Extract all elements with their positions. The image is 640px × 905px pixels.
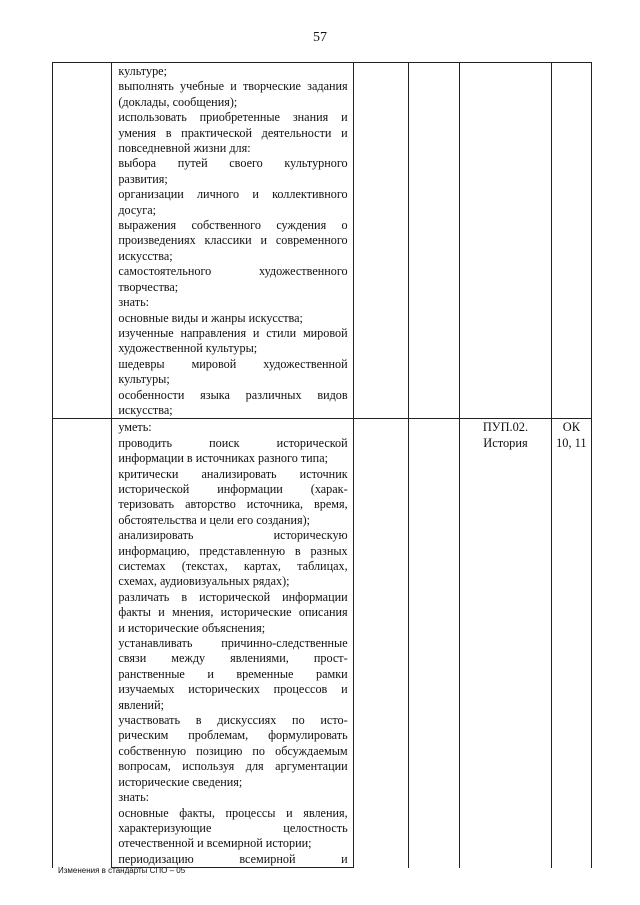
hours-cell bbox=[353, 419, 408, 868]
text-line: связи между явлениями, прост- bbox=[118, 651, 348, 666]
text-line: изученные направления и стили мировой bbox=[118, 325, 348, 340]
text-line: обстоятельства и цели его создания); bbox=[118, 512, 311, 527]
text-line: исторической информации (харак- bbox=[118, 481, 348, 496]
hours-cell bbox=[408, 419, 459, 868]
text-line: выбора путей своего культурного bbox=[118, 156, 348, 171]
text-line: анализировать историческую bbox=[118, 528, 348, 543]
table-row bbox=[53, 63, 592, 419]
text-line: произведениях классики и современного bbox=[118, 233, 348, 248]
requirements-cell bbox=[112, 419, 353, 868]
text-line: различать в исторической информации bbox=[118, 589, 348, 604]
text-line: изучаемых исторических процессов и bbox=[118, 682, 348, 697]
text-line: выражения собственного суждения о bbox=[118, 218, 348, 233]
text-line: рическим проблемам, формулировать bbox=[118, 728, 348, 743]
text-line: теризовать авторство источника, время, bbox=[118, 497, 348, 512]
text-line: периодизацию всемирной и bbox=[118, 851, 348, 866]
competences-cell bbox=[551, 63, 591, 419]
text-line: и исторические объяснения; bbox=[118, 620, 266, 635]
index-cell bbox=[53, 419, 112, 868]
text-line: использовать приобретенные знания и bbox=[118, 110, 348, 125]
discipline-cell bbox=[460, 63, 552, 419]
requirements-cell bbox=[112, 63, 353, 419]
text-line: устанавливать причинно-следственные bbox=[118, 636, 348, 651]
text-line: основные факты, процессы и явления, bbox=[118, 805, 348, 820]
text-line: умения в практической деятельности и bbox=[118, 125, 348, 140]
table-row bbox=[53, 419, 592, 868]
hours-cell bbox=[353, 63, 408, 419]
page-number: 57 bbox=[313, 30, 327, 45]
text-line: досуга; bbox=[118, 202, 157, 217]
text-line: культуре; bbox=[118, 64, 167, 78]
text-line: факты и мнения, исторические описания bbox=[118, 605, 348, 620]
footer-note: Изменения в стандарты СПО – 05 bbox=[58, 866, 186, 875]
competence-numbers: 10, 11 bbox=[556, 435, 587, 450]
index-cell bbox=[53, 63, 112, 419]
text-line: критически анализировать источник bbox=[118, 466, 348, 481]
text-line: шедевры мировой художественной bbox=[118, 356, 348, 371]
text-line: знать: bbox=[118, 295, 150, 310]
text-line: организации личного и коллективного bbox=[118, 187, 348, 202]
text-line: (доклады, сообщения); bbox=[118, 94, 238, 109]
text-line: развития; bbox=[118, 171, 168, 186]
competence-table bbox=[52, 62, 592, 868]
text-line: культуры; bbox=[118, 372, 170, 387]
text-line: участвовать в дискуссиях по исто- bbox=[118, 713, 348, 728]
text-line: повседневной жизни для: bbox=[118, 141, 251, 156]
text-line: художественной культуры; bbox=[118, 341, 258, 356]
text-line: уметь: bbox=[118, 420, 152, 435]
text-line: проводить поиск исторической bbox=[118, 435, 348, 450]
competence-label: ОК bbox=[562, 420, 580, 435]
text-line: искусства; bbox=[118, 248, 173, 263]
text-line: основные виды и жанры искусства; bbox=[118, 310, 303, 325]
text-line: самостоятельного художественного bbox=[118, 264, 348, 279]
competences-cell bbox=[551, 419, 591, 868]
text-line: собственную позицию по обсуждаемым bbox=[118, 743, 348, 758]
text-line: характеризующие целостность bbox=[118, 820, 348, 835]
text-line: знать: bbox=[118, 790, 150, 805]
text-line: творчества; bbox=[118, 279, 179, 294]
discipline-code: ПУП.02. bbox=[482, 420, 529, 435]
text-line: вопросам, используя для аргументации bbox=[118, 759, 348, 774]
text-line: информации в источниках разного типа; bbox=[118, 451, 328, 466]
text-line: искусства; bbox=[118, 402, 173, 417]
text-line: информацию, представленную в разных bbox=[118, 543, 348, 558]
text-line: схемах, аудиовизуальных рядах); bbox=[118, 574, 290, 589]
text-line: системах (текстах, картах, таблицах, bbox=[118, 559, 348, 573]
text-line: выполнять учебные и творческие задания bbox=[118, 79, 348, 94]
text-line: ранственные и временные рамки bbox=[118, 666, 348, 681]
text-line: особенности языка различных видов bbox=[118, 387, 348, 402]
discipline-title: История bbox=[483, 435, 528, 450]
requirements-text bbox=[118, 420, 347, 867]
hours-cell bbox=[408, 63, 459, 419]
text-line: отечественной и всемирной истории; bbox=[118, 836, 312, 851]
text-line: явлений; bbox=[118, 697, 164, 712]
text-line: исторические сведения; bbox=[118, 774, 243, 789]
discipline-cell bbox=[460, 419, 552, 868]
requirements-text bbox=[118, 64, 347, 418]
